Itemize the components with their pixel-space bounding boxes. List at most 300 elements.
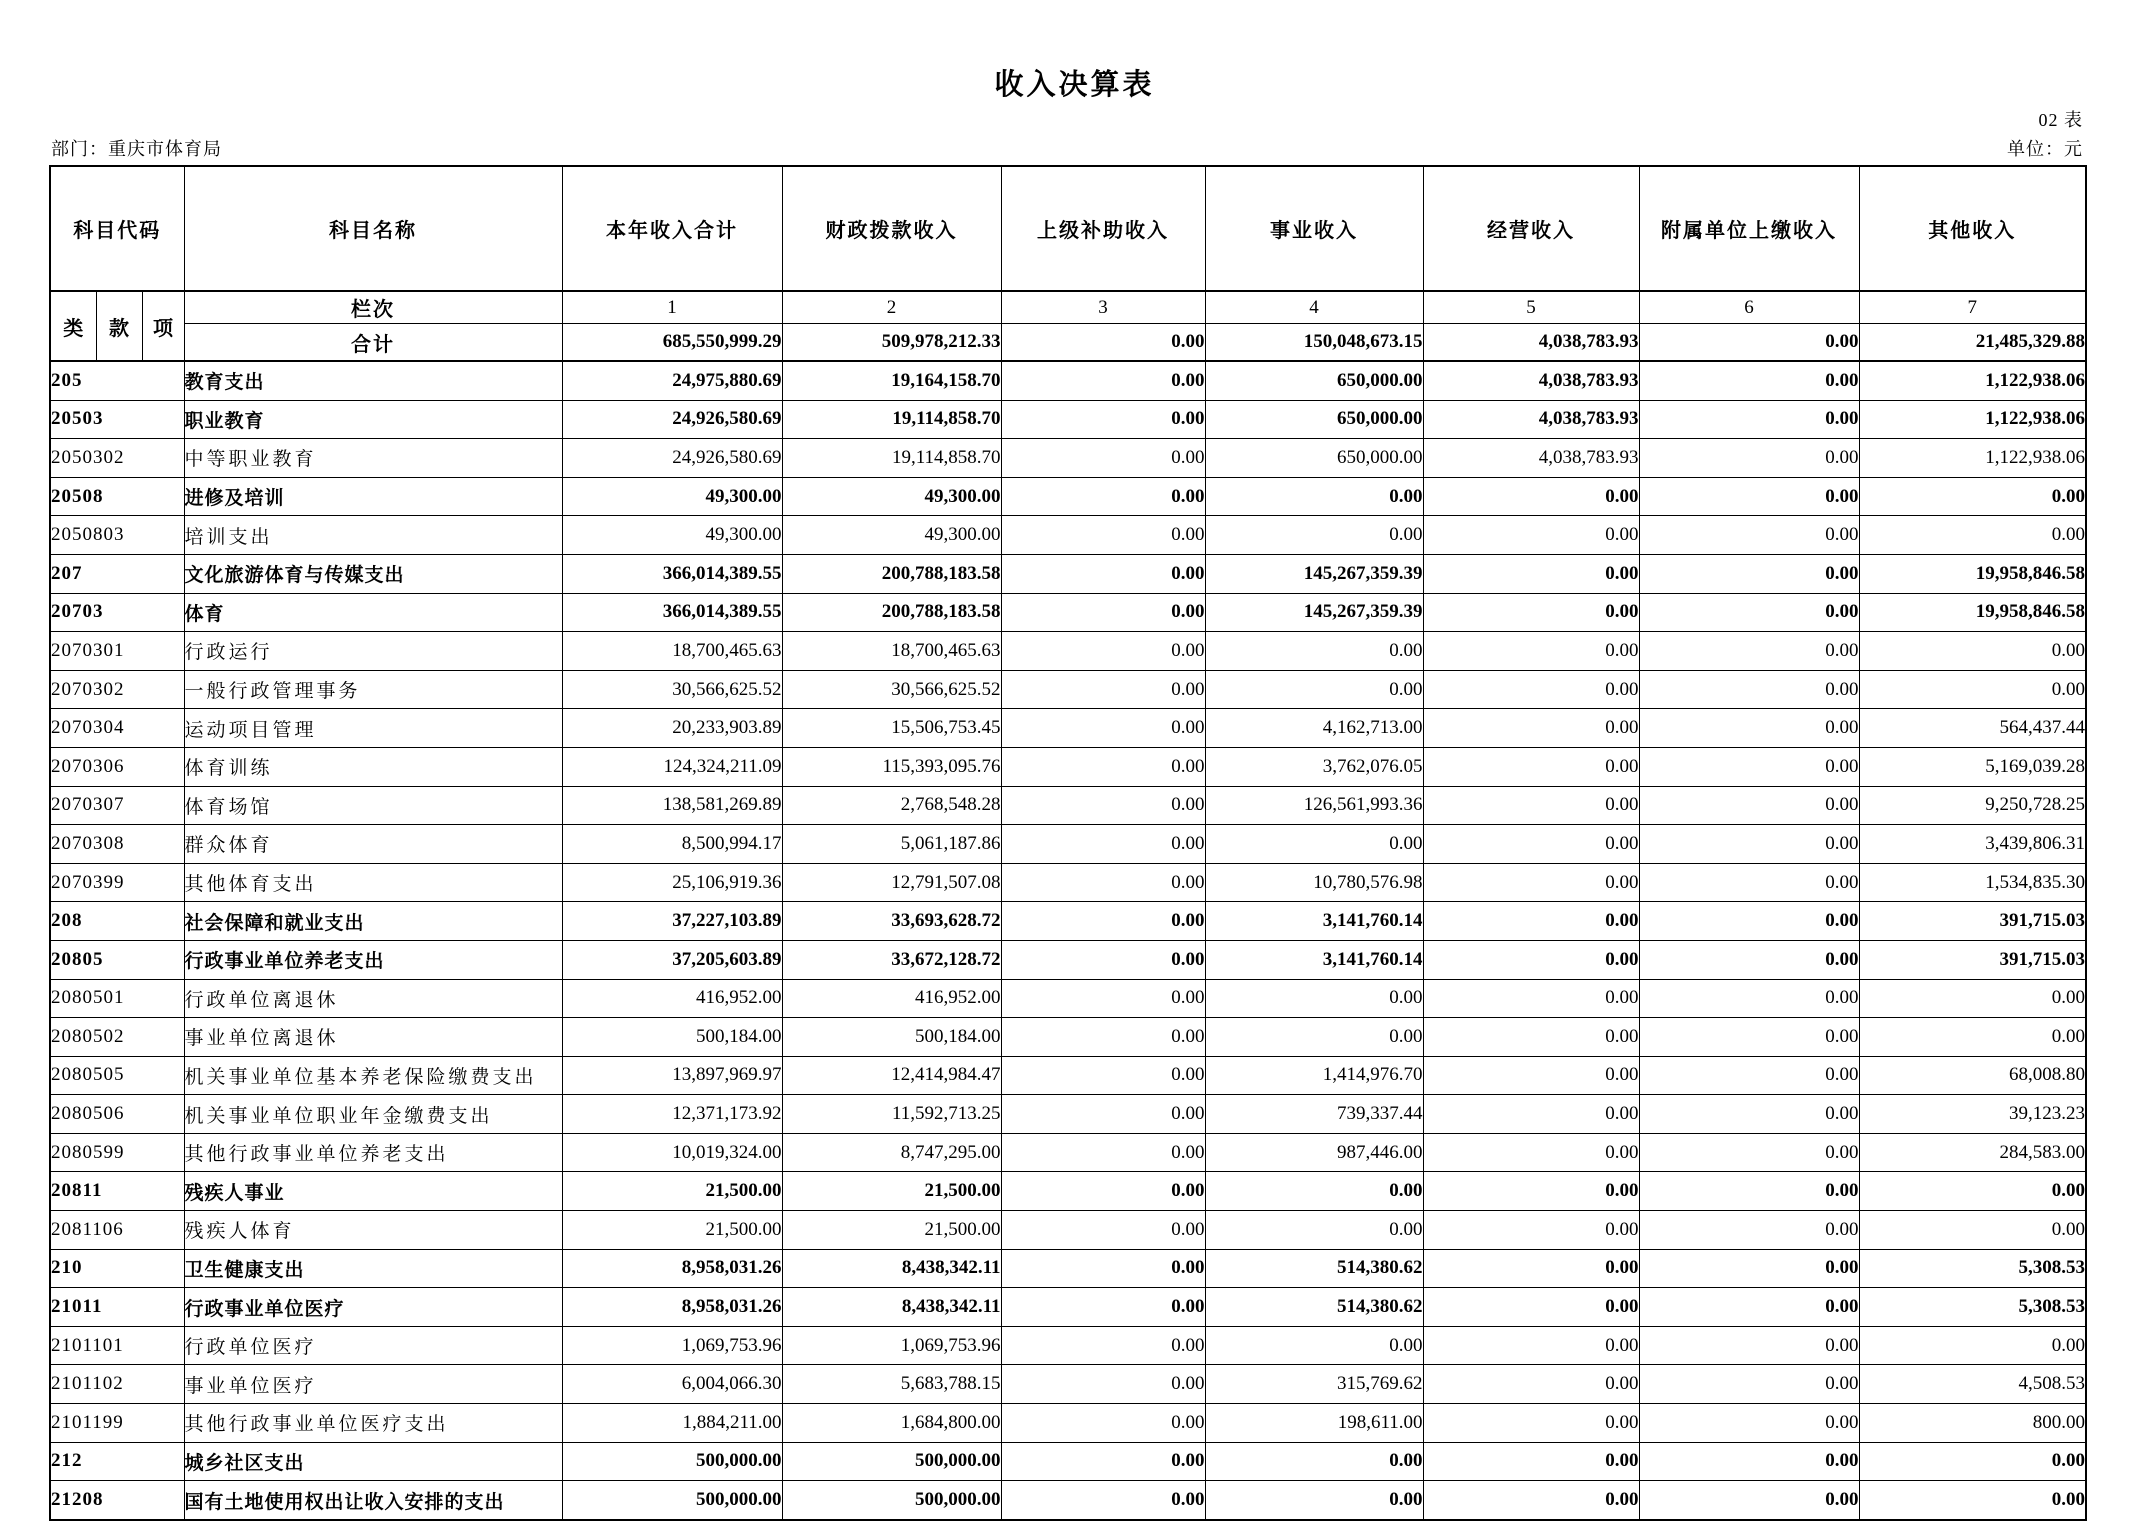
value-cell: 0.00	[1639, 825, 1859, 864]
value-cell: 800.00	[1859, 1404, 2086, 1443]
value-cell: 8,500,994.17	[562, 825, 782, 864]
value-cell: 200,788,183.58	[782, 554, 1001, 593]
value-cell: 0.00	[1423, 1211, 1639, 1250]
value-cell: 0.00	[1639, 516, 1859, 555]
sub-header-class: 类	[50, 291, 96, 361]
subject-code-cell: 2101101	[50, 1326, 184, 1365]
value-cell: 0.00	[1639, 1095, 1859, 1134]
value-cell: 0.00	[1859, 1018, 2086, 1057]
value-cell: 0.00	[1205, 632, 1423, 671]
value-cell: 3,762,076.05	[1205, 747, 1423, 786]
table-row	[50, 477, 2086, 516]
value-cell: 0.00	[1639, 477, 1859, 516]
subject-code-cell: 2080501	[50, 979, 184, 1018]
value-cell: 5,683,788.15	[782, 1365, 1001, 1404]
value-cell: 0.00	[1423, 1326, 1639, 1365]
value-cell: 18,700,465.63	[562, 632, 782, 671]
value-cell: 0.00	[1205, 1018, 1423, 1057]
value-cell: 0.00	[1205, 1442, 1423, 1481]
col-header-total-revenue: 本年收入合计	[562, 166, 782, 291]
value-cell: 0.00	[1423, 1133, 1639, 1172]
value-cell: 0.00	[1423, 709, 1639, 748]
sub-header-section: 款	[96, 291, 142, 361]
table-row	[50, 940, 2086, 979]
table-row	[50, 1133, 2086, 1172]
value-cell: 0.00	[1859, 1442, 2086, 1481]
column-index-label: 栏次	[184, 291, 562, 324]
value-cell: 0.00	[1205, 477, 1423, 516]
value-cell: 0.00	[1001, 1211, 1205, 1250]
col-header-fiscal-appropriation-revenue: 财政拨款收入	[782, 166, 1001, 291]
subject-name-cell: 行政事业单位养老支出	[184, 940, 562, 979]
value-cell: 0.00	[1001, 1326, 1205, 1365]
subject-name-cell: 培训支出	[184, 516, 562, 555]
subject-name-cell: 行政单位医疗	[184, 1326, 562, 1365]
value-cell: 0.00	[1423, 554, 1639, 593]
value-cell: 0.00	[1639, 1288, 1859, 1327]
value-cell: 126,561,993.36	[1205, 786, 1423, 825]
subject-code-cell: 207	[50, 554, 184, 593]
value-cell: 68,008.80	[1859, 1056, 2086, 1095]
subject-code-cell: 21011	[50, 1288, 184, 1327]
value-cell: 0.00	[1423, 1404, 1639, 1443]
subject-name-cell: 职业教育	[184, 400, 562, 439]
column-index-1: 1	[562, 291, 782, 324]
subject-name-cell: 机关事业单位基本养老保险缴费支出	[184, 1056, 562, 1095]
total-value: 0.00	[1639, 324, 1859, 362]
value-cell: 8,958,031.26	[562, 1288, 782, 1327]
value-cell: 1,122,938.06	[1859, 400, 2086, 439]
value-cell: 138,581,269.89	[562, 786, 782, 825]
subject-name-cell: 运动项目管理	[184, 709, 562, 748]
subject-code-cell: 2080502	[50, 1018, 184, 1057]
subject-code-cell: 20811	[50, 1172, 184, 1211]
subject-code-cell: 21208	[50, 1481, 184, 1520]
subject-name-cell: 体育	[184, 593, 562, 632]
value-cell: 19,114,858.70	[782, 400, 1001, 439]
value-cell: 0.00	[1001, 1249, 1205, 1288]
subject-name-cell: 中等职业教育	[184, 439, 562, 478]
value-cell: 0.00	[1423, 670, 1639, 709]
value-cell: 0.00	[1001, 1133, 1205, 1172]
value-cell: 0.00	[1001, 439, 1205, 478]
table-row	[50, 554, 2086, 593]
value-cell: 0.00	[1639, 902, 1859, 941]
value-cell: 0.00	[1423, 825, 1639, 864]
subject-name-cell: 行政运行	[184, 632, 562, 671]
table-row	[50, 593, 2086, 632]
value-cell: 8,438,342.11	[782, 1249, 1001, 1288]
value-cell: 21,500.00	[562, 1211, 782, 1250]
value-cell: 0.00	[1001, 979, 1205, 1018]
value-cell: 0.00	[1423, 902, 1639, 941]
value-cell: 1,069,753.96	[562, 1326, 782, 1365]
subject-name-cell: 文化旅游体育与传媒支出	[184, 554, 562, 593]
value-cell: 12,791,507.08	[782, 863, 1001, 902]
value-cell: 0.00	[1423, 477, 1639, 516]
value-cell: 0.00	[1639, 1133, 1859, 1172]
value-cell: 18,700,465.63	[782, 632, 1001, 671]
value-cell: 0.00	[1639, 1326, 1859, 1365]
value-cell: 0.00	[1423, 593, 1639, 632]
value-cell: 0.00	[1639, 1211, 1859, 1250]
value-cell: 19,164,158.70	[782, 361, 1001, 400]
value-cell: 2,768,548.28	[782, 786, 1001, 825]
value-cell: 25,106,919.36	[562, 863, 782, 902]
column-index-7: 7	[1859, 291, 2086, 324]
value-cell: 1,684,800.00	[782, 1404, 1001, 1443]
value-cell: 3,439,806.31	[1859, 825, 2086, 864]
value-cell: 13,897,969.97	[562, 1056, 782, 1095]
subject-code-cell: 2070307	[50, 786, 184, 825]
value-cell: 0.00	[1639, 747, 1859, 786]
table-row	[50, 863, 2086, 902]
value-cell: 0.00	[1001, 825, 1205, 864]
table-row	[50, 1481, 2086, 1520]
value-cell: 0.00	[1423, 1365, 1639, 1404]
value-cell: 500,000.00	[782, 1481, 1001, 1520]
total-value: 150,048,673.15	[1205, 324, 1423, 362]
unit-label: 单位：元	[2007, 139, 2083, 159]
value-cell: 12,414,984.47	[782, 1056, 1001, 1095]
value-cell: 0.00	[1639, 1018, 1859, 1057]
subject-name-cell: 教育支出	[184, 361, 562, 400]
column-index-5: 5	[1423, 291, 1639, 324]
subject-name-cell: 事业单位离退休	[184, 1018, 562, 1057]
value-cell: 650,000.00	[1205, 400, 1423, 439]
value-cell: 0.00	[1423, 786, 1639, 825]
value-cell: 4,508.53	[1859, 1365, 2086, 1404]
table-row	[50, 747, 2086, 786]
table-row	[50, 1404, 2086, 1443]
table-row	[50, 786, 2086, 825]
col-header-business-revenue: 经营收入	[1423, 166, 1639, 291]
value-cell: 3,141,760.14	[1205, 940, 1423, 979]
subject-code-cell: 2070302	[50, 670, 184, 709]
total-value: 4,038,783.93	[1423, 324, 1639, 362]
value-cell: 19,958,846.58	[1859, 554, 2086, 593]
value-cell: 198,611.00	[1205, 1404, 1423, 1443]
value-cell: 284,583.00	[1859, 1133, 2086, 1172]
subject-code-cell: 2080505	[50, 1056, 184, 1095]
value-cell: 0.00	[1423, 1172, 1639, 1211]
value-cell: 0.00	[1639, 1172, 1859, 1211]
table-row	[50, 1326, 2086, 1365]
value-cell: 416,952.00	[562, 979, 782, 1018]
table-row	[50, 1442, 2086, 1481]
table-number: 02 表	[2038, 110, 2083, 130]
value-cell: 0.00	[1001, 786, 1205, 825]
value-cell: 0.00	[1423, 747, 1639, 786]
value-cell: 5,308.53	[1859, 1249, 2086, 1288]
header-row	[50, 166, 2086, 291]
subject-code-cell: 2070301	[50, 632, 184, 671]
value-cell: 0.00	[1001, 1172, 1205, 1211]
value-cell: 15,506,753.45	[782, 709, 1001, 748]
subject-code-cell: 20508	[50, 477, 184, 516]
value-cell: 33,672,128.72	[782, 940, 1001, 979]
subject-name-cell: 事业单位医疗	[184, 1365, 562, 1404]
value-cell: 366,014,389.55	[562, 554, 782, 593]
value-cell: 0.00	[1423, 979, 1639, 1018]
value-cell: 564,437.44	[1859, 709, 2086, 748]
value-cell: 500,000.00	[562, 1481, 782, 1520]
value-cell: 10,780,576.98	[1205, 863, 1423, 902]
value-cell: 49,300.00	[562, 516, 782, 555]
subject-name-cell: 群众体育	[184, 825, 562, 864]
value-cell: 49,300.00	[782, 477, 1001, 516]
department-label: 部门：重庆市体育局	[51, 139, 222, 159]
value-cell: 5,169,039.28	[1859, 747, 2086, 786]
value-cell: 0.00	[1001, 863, 1205, 902]
total-label: 合计	[184, 324, 562, 362]
value-cell: 0.00	[1205, 825, 1423, 864]
value-cell: 21,500.00	[562, 1172, 782, 1211]
value-cell: 1,884,211.00	[562, 1404, 782, 1443]
value-cell: 5,308.53	[1859, 1288, 2086, 1327]
subject-code-cell: 2070399	[50, 863, 184, 902]
subject-name-cell: 卫生健康支出	[184, 1249, 562, 1288]
value-cell: 0.00	[1859, 979, 2086, 1018]
value-cell: 0.00	[1423, 1288, 1639, 1327]
value-cell: 0.00	[1639, 786, 1859, 825]
table-row	[50, 1288, 2086, 1327]
value-cell: 500,000.00	[782, 1442, 1001, 1481]
value-cell: 0.00	[1001, 902, 1205, 941]
table-row	[50, 439, 2086, 478]
value-cell: 12,371,173.92	[562, 1095, 782, 1134]
value-cell: 0.00	[1639, 361, 1859, 400]
subject-name-cell: 国有土地使用权出让收入安排的支出	[184, 1481, 562, 1520]
value-cell: 0.00	[1205, 979, 1423, 1018]
table-row	[50, 1365, 2086, 1404]
value-cell: 0.00	[1001, 1018, 1205, 1057]
subject-code-cell: 2070308	[50, 825, 184, 864]
value-cell: 145,267,359.39	[1205, 593, 1423, 632]
value-cell: 0.00	[1423, 1249, 1639, 1288]
value-cell: 0.00	[1859, 670, 2086, 709]
column-index-2: 2	[782, 291, 1001, 324]
value-cell: 0.00	[1001, 632, 1205, 671]
value-cell: 0.00	[1639, 863, 1859, 902]
value-cell: 500,184.00	[782, 1018, 1001, 1057]
table-row	[50, 400, 2086, 439]
value-cell: 0.00	[1423, 516, 1639, 555]
value-cell: 0.00	[1001, 361, 1205, 400]
value-cell: 0.00	[1001, 1442, 1205, 1481]
table-row	[50, 825, 2086, 864]
subject-code-cell: 2080599	[50, 1133, 184, 1172]
value-cell: 0.00	[1423, 1481, 1639, 1520]
value-cell: 0.00	[1639, 940, 1859, 979]
value-cell: 0.00	[1001, 709, 1205, 748]
value-cell: 0.00	[1001, 940, 1205, 979]
subject-code-cell: 2081106	[50, 1211, 184, 1250]
value-cell: 0.00	[1639, 1442, 1859, 1481]
value-cell: 145,267,359.39	[1205, 554, 1423, 593]
subject-name-cell: 机关事业单位职业年金缴费支出	[184, 1095, 562, 1134]
value-cell: 39,123.23	[1859, 1095, 2086, 1134]
subject-name-cell: 残疾人体育	[184, 1211, 562, 1250]
subject-name-cell: 行政事业单位医疗	[184, 1288, 562, 1327]
value-cell: 650,000.00	[1205, 439, 1423, 478]
value-cell: 4,038,783.93	[1423, 439, 1639, 478]
value-cell: 1,069,753.96	[782, 1326, 1001, 1365]
value-cell: 6,004,066.30	[562, 1365, 782, 1404]
col-header-subordinate-unit-remittance: 附属单位上缴收入	[1639, 166, 1859, 291]
value-cell: 21,500.00	[782, 1172, 1001, 1211]
value-cell: 10,019,324.00	[562, 1133, 782, 1172]
table-row	[50, 1056, 2086, 1095]
table-row	[50, 1095, 2086, 1134]
value-cell: 1,122,938.06	[1859, 361, 2086, 400]
value-cell: 8,747,295.00	[782, 1133, 1001, 1172]
value-cell: 19,958,846.58	[1859, 593, 2086, 632]
value-cell: 4,162,713.00	[1205, 709, 1423, 748]
subject-code-cell: 210	[50, 1249, 184, 1288]
value-cell: 0.00	[1859, 1481, 2086, 1520]
value-cell: 8,958,031.26	[562, 1249, 782, 1288]
table-row	[50, 1172, 2086, 1211]
value-cell: 391,715.03	[1859, 940, 2086, 979]
value-cell: 0.00	[1639, 670, 1859, 709]
table-row	[50, 632, 2086, 671]
sub-header-item: 项	[142, 291, 184, 361]
value-cell: 500,184.00	[562, 1018, 782, 1057]
value-cell: 0.00	[1859, 632, 2086, 671]
value-cell: 315,769.62	[1205, 1365, 1423, 1404]
subject-code-cell: 205	[50, 361, 184, 400]
value-cell: 0.00	[1859, 477, 2086, 516]
value-cell: 0.00	[1639, 979, 1859, 1018]
value-cell: 0.00	[1423, 1095, 1639, 1134]
col-header-subject-code: 科目代码	[50, 166, 184, 291]
value-cell: 0.00	[1423, 1056, 1639, 1095]
value-cell: 0.00	[1001, 477, 1205, 516]
value-cell: 0.00	[1001, 1404, 1205, 1443]
value-cell: 0.00	[1639, 1404, 1859, 1443]
subject-name-cell: 进修及培训	[184, 477, 562, 516]
table-row	[50, 1018, 2086, 1057]
table-body	[50, 361, 2086, 1520]
subject-name-cell: 残疾人事业	[184, 1172, 562, 1211]
value-cell: 0.00	[1639, 1365, 1859, 1404]
subject-code-cell: 2070306	[50, 747, 184, 786]
value-cell: 0.00	[1859, 516, 2086, 555]
value-cell: 0.00	[1423, 1442, 1639, 1481]
subject-name-cell: 其他行政事业单位医疗支出	[184, 1404, 562, 1443]
value-cell: 115,393,095.76	[782, 747, 1001, 786]
value-cell: 4,038,783.93	[1423, 400, 1639, 439]
value-cell: 21,500.00	[782, 1211, 1001, 1250]
value-cell: 1,534,835.30	[1859, 863, 2086, 902]
value-cell: 0.00	[1639, 593, 1859, 632]
subject-code-cell: 212	[50, 1442, 184, 1481]
revenue-final-accounts-table	[49, 165, 2087, 1521]
value-cell: 0.00	[1639, 400, 1859, 439]
value-cell: 0.00	[1205, 1172, 1423, 1211]
table-row	[50, 979, 2086, 1018]
value-cell: 0.00	[1205, 1326, 1423, 1365]
subject-code-cell: 2070304	[50, 709, 184, 748]
value-cell: 0.00	[1205, 1481, 1423, 1520]
value-cell: 24,926,580.69	[562, 439, 782, 478]
value-cell: 33,693,628.72	[782, 902, 1001, 941]
value-cell: 49,300.00	[782, 516, 1001, 555]
value-cell: 0.00	[1205, 516, 1423, 555]
table-row	[50, 670, 2086, 709]
total-value: 509,978,212.33	[782, 324, 1001, 362]
col-header-other-revenue: 其他收入	[1859, 166, 2086, 291]
subject-name-cell: 行政单位离退休	[184, 979, 562, 1018]
subject-name-cell: 城乡社区支出	[184, 1442, 562, 1481]
value-cell: 0.00	[1639, 1481, 1859, 1520]
value-cell: 391,715.03	[1859, 902, 2086, 941]
value-cell: 416,952.00	[782, 979, 1001, 1018]
subject-code-cell: 208	[50, 902, 184, 941]
value-cell: 124,324,211.09	[562, 747, 782, 786]
subject-code-cell: 2080506	[50, 1095, 184, 1134]
value-cell: 0.00	[1001, 670, 1205, 709]
value-cell: 20,233,903.89	[562, 709, 782, 748]
value-cell: 0.00	[1859, 1172, 2086, 1211]
subject-code-cell: 20805	[50, 940, 184, 979]
value-cell: 0.00	[1639, 709, 1859, 748]
value-cell: 200,788,183.58	[782, 593, 1001, 632]
subject-code-cell: 2050302	[50, 439, 184, 478]
value-cell: 0.00	[1639, 1056, 1859, 1095]
subject-code-cell: 2050803	[50, 516, 184, 555]
value-cell: 37,205,603.89	[562, 940, 782, 979]
value-cell: 0.00	[1639, 554, 1859, 593]
subject-code-cell: 20503	[50, 400, 184, 439]
subject-name-cell: 其他体育支出	[184, 863, 562, 902]
value-cell: 5,061,187.86	[782, 825, 1001, 864]
col-header-superior-subsidy-revenue: 上级补助收入	[1001, 166, 1205, 291]
total-value: 0.00	[1001, 324, 1205, 362]
value-cell: 0.00	[1205, 1211, 1423, 1250]
value-cell: 0.00	[1001, 1056, 1205, 1095]
value-cell: 0.00	[1423, 632, 1639, 671]
value-cell: 1,122,938.06	[1859, 439, 2086, 478]
col-header-subject-name: 科目名称	[184, 166, 562, 291]
table-row	[50, 902, 2086, 941]
column-index-3: 3	[1001, 291, 1205, 324]
value-cell: 0.00	[1639, 632, 1859, 671]
value-cell: 30,566,625.52	[782, 670, 1001, 709]
value-cell: 1,414,976.70	[1205, 1056, 1423, 1095]
value-cell: 514,380.62	[1205, 1249, 1423, 1288]
total-value: 685,550,999.29	[562, 324, 782, 362]
subject-name-cell: 社会保障和就业支出	[184, 902, 562, 941]
value-cell: 0.00	[1859, 1326, 2086, 1365]
value-cell: 739,337.44	[1205, 1095, 1423, 1134]
value-cell: 650,000.00	[1205, 361, 1423, 400]
value-cell: 0.00	[1001, 1481, 1205, 1520]
value-cell: 500,000.00	[562, 1442, 782, 1481]
value-cell: 0.00	[1423, 863, 1639, 902]
value-cell: 49,300.00	[562, 477, 782, 516]
value-cell: 9,250,728.25	[1859, 786, 2086, 825]
table-row	[50, 516, 2086, 555]
value-cell: 0.00	[1423, 940, 1639, 979]
total-value: 21,485,329.88	[1859, 324, 2086, 362]
value-cell: 11,592,713.25	[782, 1095, 1001, 1134]
value-cell: 0.00	[1859, 1211, 2086, 1250]
value-cell: 0.00	[1001, 1288, 1205, 1327]
value-cell: 0.00	[1001, 516, 1205, 555]
subject-code-cell: 2101102	[50, 1365, 184, 1404]
